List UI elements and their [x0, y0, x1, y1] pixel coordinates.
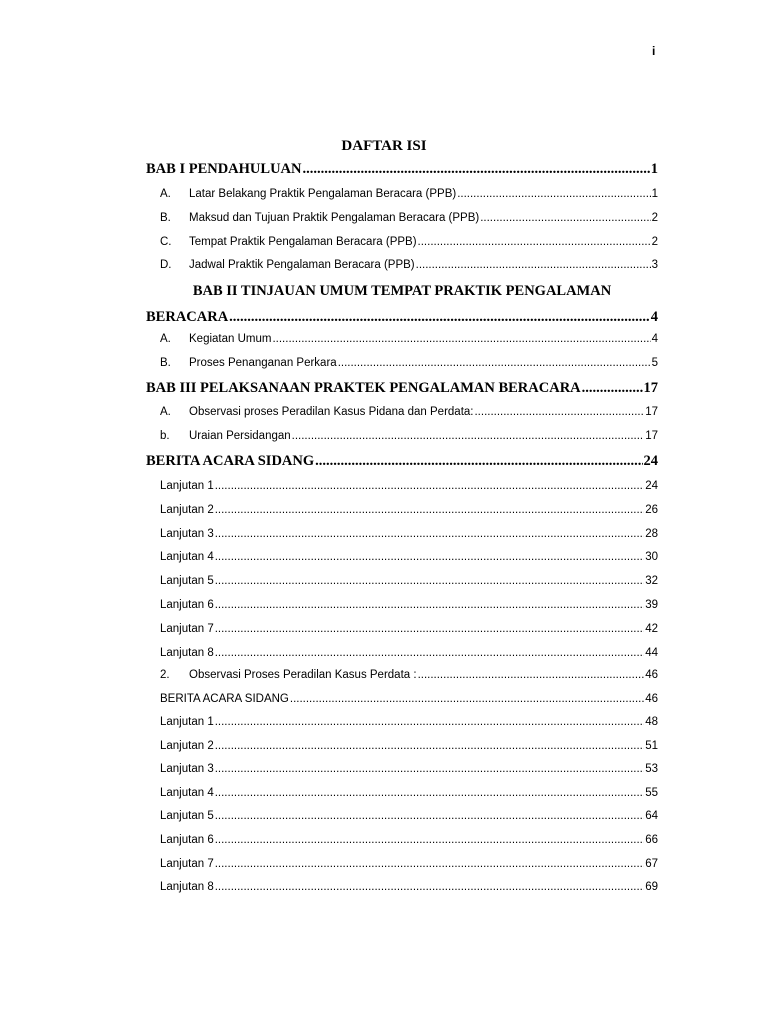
toc-entry-page: 24: [643, 453, 658, 469]
dot-leader: [272, 333, 650, 345]
toc-entry-page: 17: [645, 430, 658, 442]
dot-leader: [215, 551, 644, 563]
toc-entry-marker: A.: [160, 333, 171, 345]
dot-leader: [315, 453, 642, 470]
toc-entry-page: 53: [645, 763, 658, 776]
toc-entry-lanjutan[interactable]: [160, 575, 658, 587]
toc-entry-marker: b.: [160, 430, 170, 442]
toc-entry-page: 17: [643, 380, 658, 396]
toc-entry-lanjutan[interactable]: [160, 881, 658, 893]
toc-entry-bab-2-line-1[interactable]: BAB II TINJAUAN UMUM TEMPAT PRAKTIK PENGALAMAN: [192, 283, 612, 299]
dot-leader: [215, 858, 644, 870]
toc-entry-label: Observasi Proses Peradilan Kasus Perdata :: [189, 669, 417, 681]
toc-entry-label: Latar Belakang Praktik Pengalaman Beracara (PPB): [189, 188, 457, 200]
toc-entry-bab-2-a[interactable]: [160, 333, 658, 345]
toc-entry-label: Tempat Praktik Pengalaman Beracara (PPB): [189, 236, 417, 248]
dot-leader: [215, 623, 644, 635]
toc-entry-marker: C.: [160, 236, 172, 248]
toc-entry-label: Lanjutan 6: [160, 834, 214, 846]
dot-leader: [215, 575, 644, 587]
dot-leader: [480, 212, 650, 224]
toc-entry-page: 66: [645, 834, 658, 846]
toc-entry-marker: D.: [160, 259, 172, 271]
toc-entry-label: BERITA ACARA SIDANG: [146, 453, 315, 469]
toc-entry-marker: A.: [160, 406, 171, 418]
toc-entry-page: 1: [650, 161, 658, 177]
toc-entry-page: 4: [651, 333, 658, 345]
dot-leader: [215, 763, 644, 775]
toc-entry-label: Lanjutan 6: [160, 599, 214, 611]
toc-entry-lanjutan[interactable]: [160, 763, 658, 775]
toc-entry-label: Lanjutan 7: [160, 622, 214, 635]
toc-entry-label: BERITA ACARA SIDANG: [160, 693, 289, 705]
toc-entry-page: 48: [645, 716, 658, 728]
toc-entry-lanjutan[interactable]: [160, 623, 658, 635]
toc-entry-lanjutan[interactable]: [160, 858, 658, 870]
toc-entry-label: Lanjutan 3: [160, 527, 214, 540]
toc-entry-berita-acara[interactable]: [146, 453, 658, 470]
toc-entry-page: 46: [645, 693, 658, 705]
toc-entry-page: 32: [645, 575, 658, 588]
toc-entry-page: 55: [645, 786, 658, 799]
toc-entry-page: 44: [645, 646, 658, 659]
toc-entry-label: Proses Penanganan Perkara: [189, 357, 337, 369]
toc-entry-marker: A.: [160, 188, 171, 200]
toc-entry-label: Lanjutan 1: [160, 480, 214, 492]
toc-entry-page: 2: [651, 212, 658, 224]
dot-leader: [215, 810, 644, 822]
toc-entry-lanjutan[interactable]: [160, 528, 658, 540]
toc-entry-bab-3[interactable]: [146, 380, 658, 397]
toc-entry-label: BAB I PENDAHULUAN: [146, 161, 302, 177]
page-number: i: [652, 44, 656, 58]
toc-entry-marker: B.: [160, 212, 171, 224]
toc-entry-label: Lanjutan 5: [160, 575, 214, 588]
toc-entry-label: Maksud dan Tujuan Praktik Pengalaman Beracara (PPB): [189, 212, 480, 224]
toc-entry-label: Lanjutan 4: [160, 786, 214, 799]
toc-entry-lanjutan[interactable]: [160, 787, 658, 799]
toc-entry-label: Lanjutan 3: [160, 763, 214, 776]
toc-entry-page: 28: [645, 527, 658, 540]
toc-entry-label: Jadwal Praktik Pengalaman Beracara (PPB): [189, 259, 415, 271]
toc-entry-lanjutan[interactable]: [160, 716, 658, 728]
dot-leader: [474, 406, 644, 418]
toc-entry-page: 1: [651, 188, 658, 200]
toc-entry-page: 30: [645, 551, 658, 564]
toc-entry-page: 67: [645, 857, 658, 870]
toc-entry-label: Lanjutan 4: [160, 551, 214, 564]
toc-entry-page: 5: [651, 357, 658, 369]
toc-entry-bab-3-a[interactable]: [160, 406, 658, 418]
dot-leader: [292, 430, 645, 442]
dot-leader: [215, 834, 644, 846]
toc-entry-lanjutan[interactable]: [160, 504, 658, 516]
toc-entry-label: BAB III PELAKSANAAN PRAKTEK PENGALAMAN BERACARA: [146, 380, 581, 396]
toc-entry-label: Lanjutan 1: [160, 716, 214, 728]
toc-entry-page: 42: [645, 622, 658, 635]
toc-entry-lanjutan[interactable]: [160, 551, 658, 563]
toc-entry-bab-3-b[interactable]: [160, 430, 658, 442]
toc-entry-page: 26: [645, 503, 658, 516]
dot-leader: [215, 480, 644, 492]
toc-entry-bab-1-d[interactable]: [160, 259, 658, 271]
toc-entry-page: 17: [645, 406, 658, 418]
dot-leader: [215, 504, 644, 516]
toc-entry-observasi-perdata[interactable]: [160, 669, 658, 681]
toc-entry-page: 3: [651, 259, 658, 271]
toc-entry-bab-1[interactable]: [146, 161, 658, 178]
dot-leader: [215, 716, 644, 728]
toc-entry-page: 46: [645, 669, 658, 681]
dot-leader: [416, 259, 651, 271]
toc-entry-page: 69: [645, 881, 658, 894]
dot-leader: [215, 599, 644, 611]
toc-title: DAFTAR ISI: [341, 138, 427, 154]
toc-entry-bab-1-b[interactable]: [160, 212, 658, 224]
toc-entry-lanjutan[interactable]: [160, 480, 658, 492]
dot-leader: [215, 528, 644, 540]
toc-entry-page: 39: [645, 599, 658, 611]
toc-entry-berita-acara-2[interactable]: [160, 693, 658, 705]
toc-entry-label: Lanjutan 2: [160, 739, 214, 752]
toc-entry-lanjutan[interactable]: [160, 740, 658, 752]
toc-entry-marker: B.: [160, 357, 171, 369]
toc-entry-marker: 2.: [160, 669, 170, 681]
toc-entry-lanjutan[interactable]: [160, 834, 658, 846]
toc-entry-label: Observasi proses Peradilan Kasus Pidana dan Perdata:: [189, 406, 474, 418]
toc-entry-label: Kegiatan Umum: [189, 333, 272, 345]
toc-entry-bab-2-b[interactable]: [160, 357, 658, 369]
toc-entry-bab-1-a[interactable]: [160, 188, 658, 200]
toc-entry-page: 64: [645, 810, 658, 823]
dot-leader: [229, 309, 650, 326]
dot-leader: [215, 647, 644, 659]
toc-entry-lanjutan[interactable]: [160, 599, 658, 611]
dot-leader: [290, 693, 644, 705]
dot-leader: [338, 357, 651, 369]
dot-leader: [215, 787, 644, 799]
toc-entry-label: Lanjutan 2: [160, 503, 214, 516]
toc-entry-bab-2[interactable]: [146, 309, 658, 326]
toc-entry-page: 4: [650, 309, 658, 325]
toc-entry-label: Lanjutan 8: [160, 881, 214, 894]
toc-entry-page: 2: [651, 236, 658, 248]
dot-leader: [457, 188, 650, 200]
toc-entry-bab-1-c[interactable]: [160, 236, 658, 248]
dot-leader: [582, 380, 643, 397]
toc-entry-label: Lanjutan 5: [160, 810, 214, 823]
dot-leader: [303, 161, 650, 178]
toc-entry-label: BERACARA: [146, 309, 229, 325]
dot-leader: [418, 236, 651, 248]
toc-entry-label: Uraian Persidangan: [189, 430, 291, 442]
dot-leader: [418, 669, 645, 681]
toc-entry-lanjutan[interactable]: [160, 647, 658, 659]
dot-leader: [215, 881, 644, 893]
toc-entry-label: Lanjutan 7: [160, 857, 214, 870]
toc-entry-label: Lanjutan 8: [160, 646, 214, 659]
toc-entry-page: 24: [645, 480, 658, 492]
toc-entry-page: 51: [645, 739, 658, 752]
toc-entry-lanjutan[interactable]: [160, 810, 658, 822]
dot-leader: [215, 740, 644, 752]
